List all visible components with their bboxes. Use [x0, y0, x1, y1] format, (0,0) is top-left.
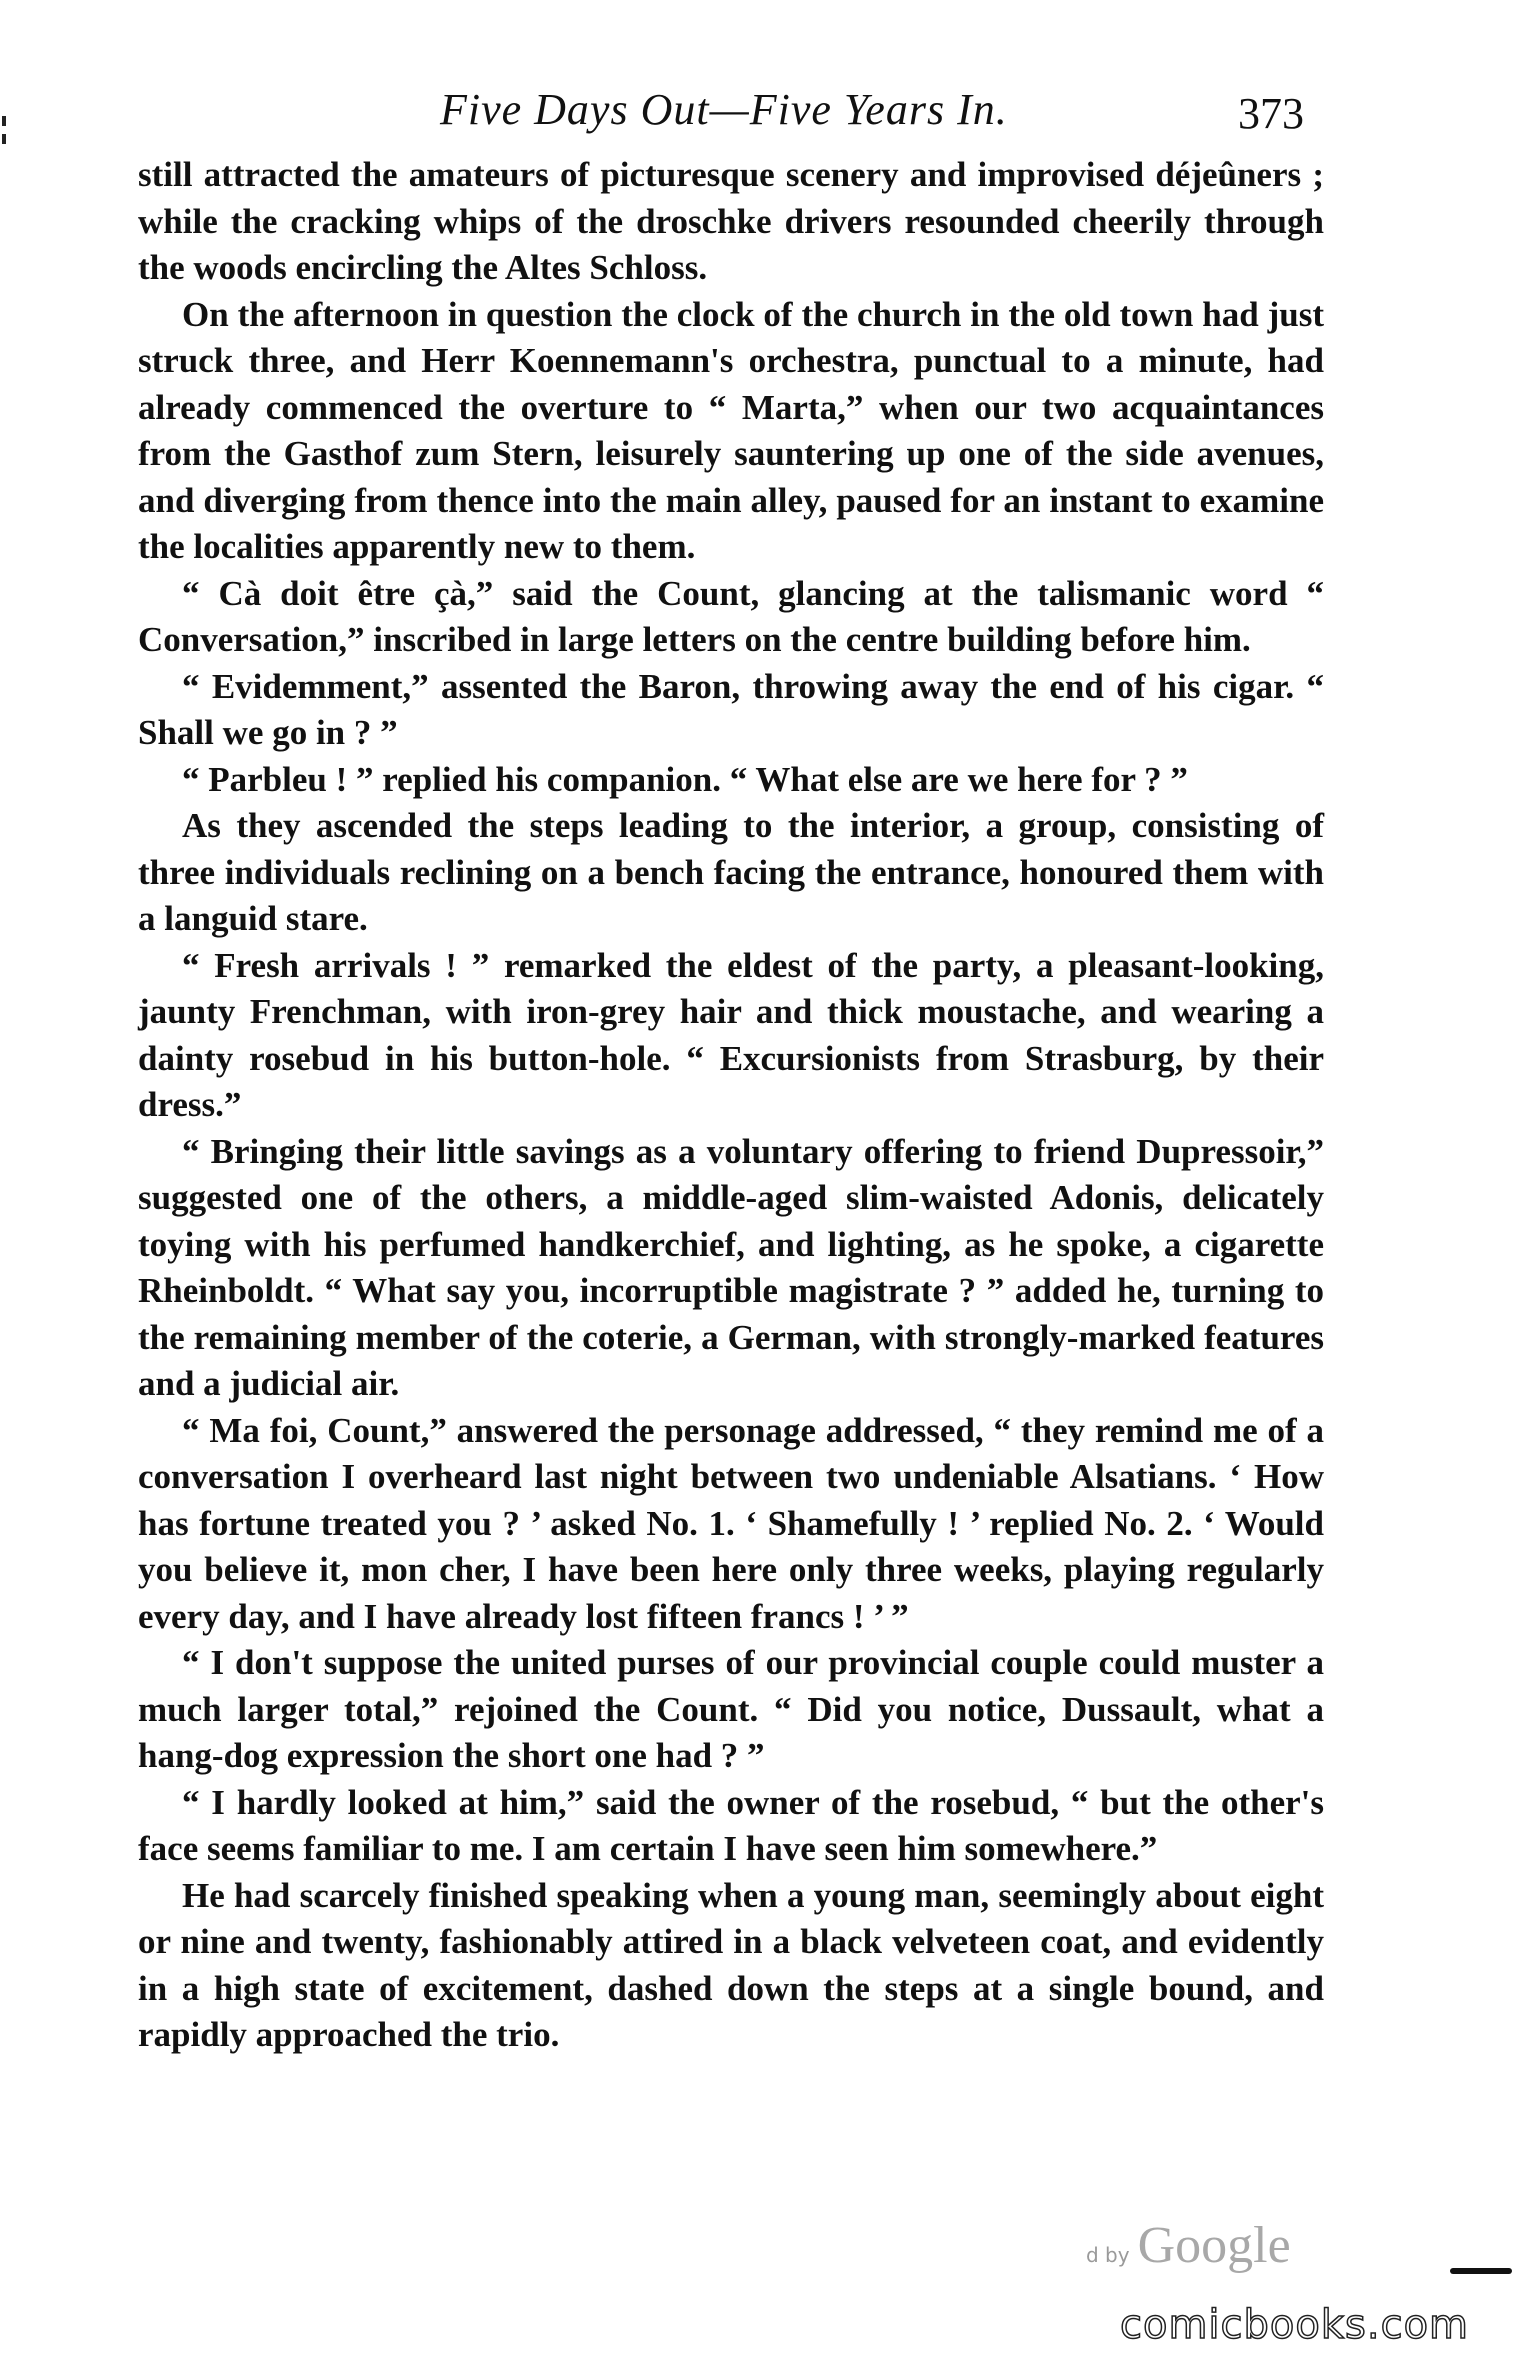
paragraph: He had scarcely finished speaking when a young man, seemingly about eight or nine and twenty, fashionably attired in a black velveteen coat, and evidently in a high state of excitement, dashed down the steps at a single bound, and rapidly approached the trio.	[138, 1875, 1324, 2054]
paragraph: “ Evidemment,” assented the Baron, throwing away the end of his cigar. “ Shall we go in ? ”	[138, 666, 1324, 752]
paragraph: As they ascended the steps leading to the interior, a group, consisting of three individuals reclining on a bench facing the entrance, honoured them with a languid stare.	[138, 806, 1324, 938]
paragraph: On the afternoon in question the clock of the church in the old town had just struck three, and Herr Koennemann's orchestra, punctual to a minute, had already commenced the overture to “ Marta,” when our two acquaintances from the Gasthof zum Stern, leisurely sauntering up one of the side avenues, and diverging from thence into the main alley, paused for an instant to examine the localities apparently new to them.	[138, 294, 1324, 566]
google-mark-prefix: d by	[1086, 2243, 1130, 2267]
paragraph: “ Ma foi, Count,” answered the personage addressed, “ they remind me of a conversation I overheard last night between two undeniable Alsatians. ‘ How has fortune treated you ? ’ asked No. 1. ‘ Shamefully ! ’ replied No. 2. ‘ Would you believe it, mon cher, I have been here only three weeks, playing regularly every day, and I have already lost fifteen francs ! ’ ”	[138, 1410, 1324, 1636]
scan-edge-mark	[2, 116, 6, 126]
page-number: 373	[1238, 89, 1304, 138]
paragraph: “ Cà doit être çà,” said the Count, glancing at the talismanic word “ Conversation,” inscribed in large letters on the centre building before him.	[138, 573, 1324, 659]
paragraph: “ Bringing their little savings as a voluntary offering to friend Dupressoir,” suggested one of the others, a middle-aged slim-waisted Adonis, delicately toying with his perfumed handkerchief, and lighting, as he spoke, a cigarette Rheinboldt. “ What say you, incorruptible magistrate ? ” added he, turning to the remaining member of the coterie, a German, with strongly-marked features and a judicial air.	[138, 1131, 1324, 1403]
google-logo-text: Google	[1137, 2217, 1291, 2274]
site-watermark: comicbooks.com	[1120, 2302, 1470, 2348]
digitized-by-google-mark	[1086, 2216, 1291, 2275]
edge-mark	[1450, 2268, 1512, 2274]
running-head: Five Days Out—Five Years In.	[440, 85, 1008, 134]
body-text	[138, 152, 1324, 2059]
paragraph: “ I don't suppose the united purses of our provincial couple could muster a much larger total,” rejoined the Count. “ Did you notice, Dussault, what a hang-dog expression the short one had ? ”	[138, 1643, 1324, 1775]
paragraph: still attracted the amateurs of picturesque scenery and improvised déjeûners ; while the cracking whips of the droschke drivers resounded cheerily through the woods encircling the Altes Schloss.	[138, 155, 1324, 287]
paragraph: “ Fresh arrivals ! ” remarked the eldest of the party, a pleasant-looking, jaunty Frenchman, with iron-grey hair and thick moustache, and wearing a dainty rosebud in his button-hole. “ Excursionists from Strasburg, by their dress.”	[138, 945, 1324, 1124]
paragraph: “ Parbleu ! ” replied his companion. “ What else are we here for ? ”	[182, 759, 1188, 799]
scan-edge-mark	[2, 134, 6, 144]
paragraph: “ I hardly looked at him,” said the owner of the rosebud, “ but the other's face seems familiar to me. I am certain I have seen him somewhere.”	[138, 1782, 1324, 1868]
